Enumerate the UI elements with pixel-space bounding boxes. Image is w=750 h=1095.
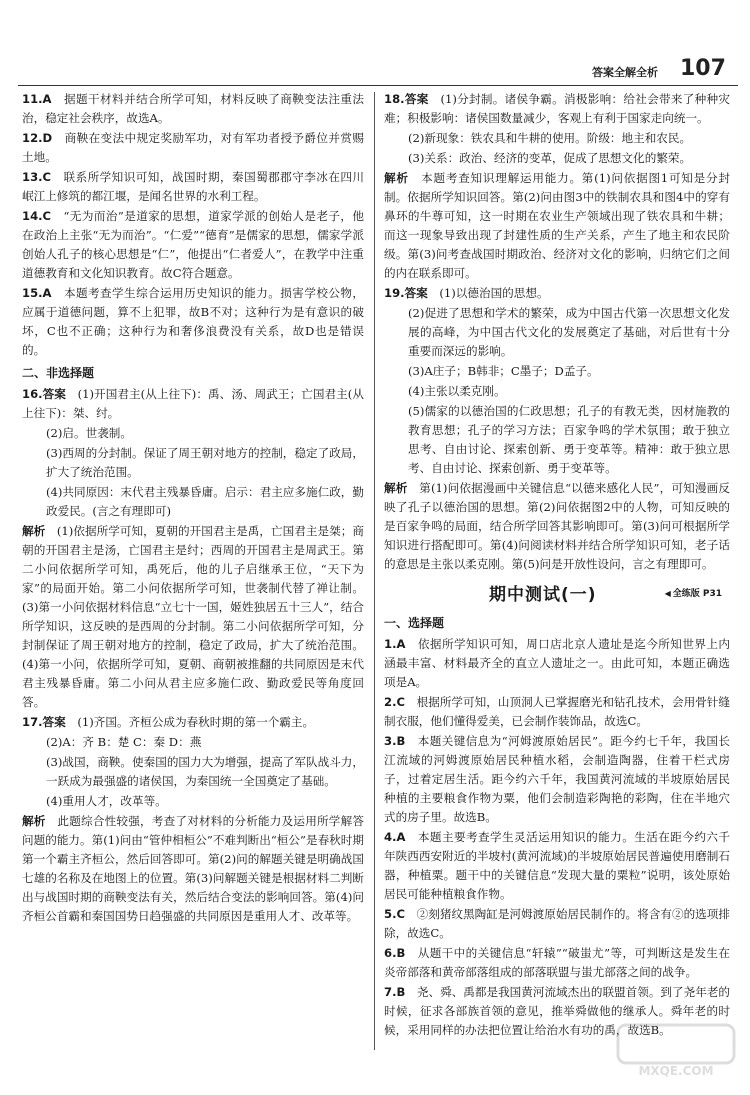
answer-text: 本题考查学生综合运用历史知识的能力。损害学校公物，应属于道德问题，算不上犯罪，故B不对；这种行为是有意识的破坏，C也不正确；这种行为和奢侈浪费没有关系，故D也是错误的。 — [22, 286, 364, 357]
answer-line-text: (4)主张以柔克刚。 — [408, 384, 506, 398]
answer-label: 答案 — [42, 387, 66, 401]
answer-text: 依据所学知识可知，周口店北京人遗址是迄今所知世界上内涵最丰富、材料最齐全的直立人遗址之一。由此可知，本题正确选项是A。 — [384, 637, 730, 689]
answer-line — [384, 304, 730, 361]
answer-number: 1.A — [384, 637, 406, 651]
page-header — [560, 58, 740, 84]
choice-answer-item — [22, 129, 364, 167]
answer-text: 根据所学可知，山顶洞人已掌握磨光和钻孔技术，会用骨针缝制衣服，他们懂得爱美，已会制作装饰品，故选C。 — [384, 695, 730, 728]
analysis-label: 解析 — [384, 171, 409, 185]
section-heading-nonchoice: 二、非选择题 — [22, 366, 95, 380]
section-heading-choice: 一、选择题 — [384, 616, 445, 630]
answer-line-text: (3)西周的分封制。保证了周王朝对地方的控制，稳定了政局，扩大了统治范围。 — [46, 446, 364, 479]
answer-number: 2.C — [384, 695, 405, 709]
answer-16 — [22, 385, 364, 712]
right-choice-answers — [384, 635, 730, 1040]
answer-text: 从题干中的关键信息“轩辕”“破蚩尤”等，可判断这是发生在炎帝部落和黄帝部落组成的部落联盟与蚩尤部落之间的战争。 — [384, 946, 730, 979]
choice-answer-item — [384, 693, 730, 731]
right-column — [384, 90, 730, 1041]
answer-line-text: (3)关系：政治、经济的变革，促成了思想文化的繁荣。 — [408, 151, 692, 165]
answer-line — [22, 733, 364, 752]
analysis-text: (1)依据所学可知，夏朝的开国君主是禹，亡国君主是桀；商朝的开国君主是汤，亡国君主是纣；西周的开国君主是周武王。第二小问依据所学可知，禹死后，他的儿子启继承王位，“天下为家”的局面开始。第二小问依据所学可知，世袭制代替了禅让制。(3)第一小问依据材料信息“立七十一国，姬姓独居五十三人”，结合所学知识，这反映的是西周的分封制。第二小问依据所学可知，分封制保证了周王朝对地方的控制，稳定了政局，扩大了统治范围。(4)第一小问，依据所学可知，夏朝、商朝被推翻的共同原因是末代君主残暴昏庸。第二小问从君主应多施仁政、勤政爱民等角度回答。 — [22, 524, 364, 709]
left-choice-answers — [22, 90, 364, 360]
midterm-title-bar — [384, 578, 730, 610]
answer-first-line — [384, 284, 730, 303]
answer-number: 4.A — [384, 830, 406, 844]
answer-line — [22, 792, 364, 811]
answer-label: 答案 — [42, 715, 66, 729]
answer-text: 据题干材料并结合所学可知，材料反映了商鞅变法注重法治，稳定社会秩序，故选A。 — [22, 92, 364, 125]
answer-text: 本题关键信息为“河姆渡原始居民”。距今约七千年，我国长江流域的河姆渡原始居民种植水稻，会制造陶器，住着干栏式房子，过着定居生活。距今约六千年，我国黄河流域的半坡原始居民种植的主要粮食作物为粟，他们会制造彩陶艳的彩陶，住在半地穴式的房子里。故选B。 — [384, 734, 730, 824]
analysis-block — [384, 169, 730, 283]
answer-line — [22, 444, 364, 482]
answer-text: ②刻猪纹黑陶缸是河姆渡原始居民制作的。将含有②的选项排除，故选C。 — [384, 907, 730, 940]
answer-first-line — [22, 385, 364, 423]
analysis-text: 第(1)问依据漫画中关键信息“以德来感化人民”，可知漫画反映了孔子以德治国的思想。第(2)问依据图2中的人物，可知反映的是百家争鸣的局面，结合所学回答其影响即可。第(3)问可根据所学知识进行搭配即可。第(4)问阅读材料并结合所学知识可知，老子话的意思是主张以柔克刚。第(5)问是开放性设问，言之有理即可。 — [384, 481, 730, 571]
page-number: 107 — [680, 56, 726, 81]
midterm-title: 期中测试(一) — [489, 585, 597, 605]
answer-line — [384, 149, 730, 168]
answer-19 — [384, 284, 730, 574]
answer-text: 商鞅在变法中规定奖励军功，对有军功者授予爵位并赏赐土地。 — [22, 131, 364, 164]
choice-answer-item — [384, 828, 730, 904]
question-number: 16. — [22, 387, 43, 401]
choice-answer-item — [384, 905, 730, 943]
answer-text: 联系所学知识可知，战国时期，秦国蜀郡郡守李冰在四川岷江上修筑的都江堰，是闻名世界的水利工程。 — [22, 170, 364, 203]
choice-answer-item — [22, 284, 364, 360]
choice-answer-item — [384, 635, 730, 692]
svg-text:MXQE.COM: MXQE.COM — [638, 1064, 714, 1078]
answer-line-text: (4)共同原因：末代君主残暴昏庸。启示：君主应多施仁政，勤政爱民。(言之有理即可) — [46, 485, 364, 518]
watermark-logo — [616, 1021, 736, 1081]
choice-answer-item — [22, 90, 364, 128]
answer-text: “无为而治”是道家的思想，道家学派的创始人是老子，他在政治上主张“无为而治”。“仁爱”“德育”是儒家的思想，儒家学派创始人孔子的核心思想是“仁”，他提出“仁者爱人”，在教学中注重道德教育和文化知识教育。故C符合题意。 — [22, 209, 364, 280]
column-divider — [374, 92, 375, 1050]
answer-line: (1)以德治国的思想。 — [439, 286, 549, 300]
answer-text: 尧、舜、禹都是我国黄河流域杰出的联盟首领。到了尧年老的时候，征求各部族首领的意见，推举舜做他的继承人。舜年老的时候，采用同样的办法把位置让给治水有功的禹，故选B。 — [384, 985, 730, 1037]
answer-number: 15.A — [22, 286, 52, 300]
answer-line-text: (4)重用人才，改革等。 — [46, 794, 167, 808]
left-column — [22, 90, 364, 927]
answer-line — [384, 402, 730, 478]
answer-17 — [22, 713, 364, 926]
answer-18 — [384, 90, 730, 283]
answer-number: 3.B — [384, 734, 406, 748]
analysis-block — [384, 479, 730, 574]
answer-number: 13.C — [22, 170, 52, 184]
answer-line — [384, 382, 730, 401]
analysis-label: 解析 — [22, 814, 46, 828]
header-rule — [18, 85, 738, 86]
answer-first-line — [22, 713, 364, 732]
answer-line-text: (2)促进了思想和学术的繁荣，成为中国古代第一次思想文化发展的高峰，为中国古代文化的发展奠定了基础，对后世有十分重要而深远的影响。 — [408, 306, 730, 358]
answer-text: 本题主要考查学生灵活运用知识的能力。生活在距今约六千年陕西西安附近的半坡村(黄河流域)的半坡原始居民普遍使用磨制石器，种植粟。题干中的关键信息“发现大量的粟粒”说明，该处原始居民可能种植粮食作物。 — [384, 830, 730, 901]
analysis-block — [22, 522, 364, 712]
question-number: 19. — [384, 286, 405, 300]
analysis-label: 解析 — [384, 481, 408, 495]
answer-line: (1)齐国。齐桓公成为春秋时期的第一个霸主。 — [77, 715, 315, 729]
answer-line — [22, 424, 364, 443]
answer-line — [384, 362, 730, 381]
answer-line-text: (3)A庄子；B韩非；C墨子；D孟子。 — [408, 364, 599, 378]
answer-number: 11.A — [22, 92, 52, 106]
analysis-label: 解析 — [22, 524, 46, 538]
practice-ref: ◀ 全练版 P31 — [665, 586, 722, 599]
analysis-text: 本题考查知识理解运用能力。第(1)问依据图1可知是分封制。依据所学知识回答。第(2)问由图3中的铁制农具和图4中的穿有鼻环的牛尊可知，这一时期在农业生产领域出现了铁农具和牛耕；而这一现象导致出现了封建性质的生产关系，产生了地主和农民阶级。第(3)问考查战国时期政治、经济对文化的影响，归纳它们之间的内在联系即可。 — [384, 171, 730, 280]
answer-number: 14.C — [22, 209, 52, 223]
answer-label: 答案 — [404, 92, 429, 106]
answer-number: 5.C — [384, 907, 405, 921]
choice-answer-item — [384, 944, 730, 982]
answer-line-text: (2)启。世袭制。 — [46, 426, 132, 440]
analysis-block — [22, 812, 364, 926]
header-title: 答案全解全析 — [592, 66, 658, 79]
answer-number: 6.B — [384, 946, 406, 960]
answer-number: 12.D — [22, 131, 53, 145]
answer-line-text: (3)战国，商鞅。使秦国的国力大为增强，提高了军队战斗力，一跃成为最强盛的诸侯国，为秦国统一全国奠定了基础。 — [46, 755, 364, 788]
answer-line: (1)开国君主(从上往下)：禹、汤、周武王；亡国君主(从上往下)：桀、纣。 — [22, 387, 364, 420]
choice-answer-item — [384, 732, 730, 827]
question-number: 17. — [22, 715, 43, 729]
answer-line — [22, 753, 364, 791]
question-number: 18. — [384, 92, 405, 106]
choice-answer-item — [22, 168, 364, 206]
answer-first-line — [384, 90, 730, 128]
analysis-text: 此题综合性较强，考查了对材料的分析能力及运用所学解答问题的能力。第(1)问由“管仲相桓公”不难判断出“桓公”是春秋时期第一个霸主齐桓公，然后回答即可。第(2)问的解题关键是明确战国七雄的名称及在地图上的位置。第(3)问解题关键是根据材料二判断出与战国时期的商鞅变法有关，然后结合变法的影响回答。第(4)问齐桓公首霸和秦国国势日趋强盛的共同原因是重用人才、改革等。 — [22, 814, 364, 923]
answer-line-text: (5)儒家的以德治国的仁政思想；孔子的有教无类，因材施教的教育思想；孔子的学习方法；百家争鸣的学术氛围；敢于独立思考、自由讨论、探索创新、勇于变革等。精神：敢于独立思考、自由讨论、探索创新、勇于变革等。 — [408, 404, 730, 475]
answer-line-text: (2)A：齐 B：楚 C：秦 D：燕 — [46, 735, 202, 749]
answer-line — [384, 129, 730, 148]
answer-line-text: (2)新现象：铁农具和牛耕的使用。阶级：地主和农民。 — [408, 131, 692, 145]
answer-line — [22, 483, 364, 521]
answer-line: (1)分封制。诸侯争霸。消极影响：给社会带来了种种灾难；积极影响：诸侯国数量减少，客观上有利于国家走向统一。 — [384, 92, 730, 125]
choice-answer-item — [22, 207, 364, 283]
answer-number: 7.B — [384, 985, 406, 999]
answer-label: 答案 — [404, 286, 428, 300]
